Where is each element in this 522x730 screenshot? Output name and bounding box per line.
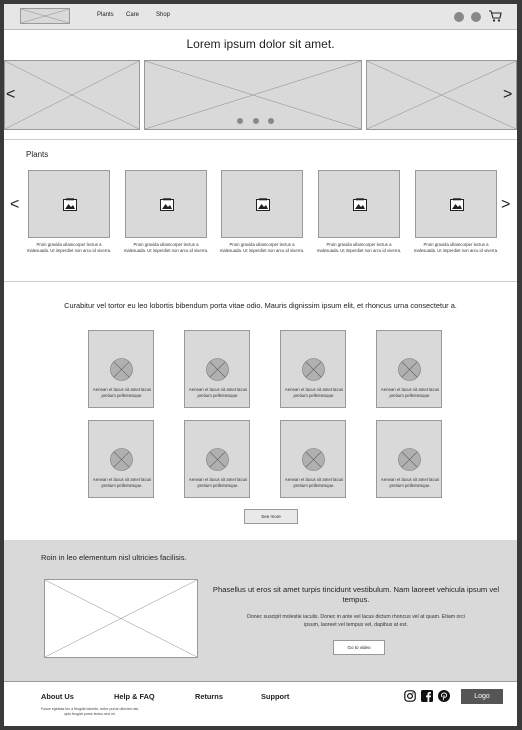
product-card[interactable]: [88, 420, 154, 498]
placeholder-circle-icon: [206, 448, 229, 471]
plants-heading: Plants: [26, 150, 49, 159]
image-icon: [353, 198, 367, 211]
plants-next-arrow[interactable]: >: [501, 196, 511, 213]
carousel-dot[interactable]: [268, 118, 274, 124]
nav-link-care[interactable]: Care: [126, 12, 140, 18]
video-section-body: Donec suscipit molestie iaculis. Donec in ante vel lacus dictum rhoncus vel at quam. Etiam orci ipsum, laoreet vel tempus vel, dapibus at est.: [247, 614, 465, 628]
placeholder-circle-icon: [206, 358, 229, 381]
plant-card-image[interactable]: [415, 170, 497, 238]
product-card-text: Aenean et lacus sit amet lacus pretium pellentesque.: [380, 477, 440, 489]
product-card[interactable]: [184, 330, 250, 408]
product-card[interactable]: [280, 330, 346, 408]
go-to-video-button[interactable]: Go to video: [333, 640, 385, 655]
product-card[interactable]: [280, 420, 346, 498]
plant-card-text: Proin gravida ullamcorper lectus a malesuada. Ut imperdiet non arcu id viverra.: [26, 242, 112, 254]
placeholder-circle-icon: [398, 448, 421, 471]
product-card[interactable]: [376, 420, 442, 498]
placeholder-circle-icon: [302, 358, 325, 381]
instagram-icon[interactable]: [404, 690, 416, 702]
image-icon: [160, 198, 174, 211]
product-card-text: Aenean et lacus sit amet lacus pretium pellentesque.: [92, 477, 152, 489]
product-card-text: Aenean et lacus sit amet lacus pretium pellentesque.: [188, 387, 248, 399]
plant-card-text: Proin gravida ullamcorper lectus a malesuada. Ut imperdiet non arcu id viverra.: [316, 242, 402, 254]
carousel-dot[interactable]: [237, 118, 243, 124]
footer-logo[interactable]: Logo: [461, 689, 503, 704]
placeholder-circle-icon: [110, 358, 133, 381]
carousel-dot[interactable]: [253, 118, 259, 124]
image-icon: [450, 198, 464, 211]
hero-prev-arrow[interactable]: <: [6, 86, 16, 103]
product-card-text: Aenean et lacus sit amet lacus pretium pellentesque.: [188, 477, 248, 489]
footer-link-support[interactable]: Support: [261, 692, 290, 701]
placeholder-circle-icon: [398, 358, 421, 381]
video-placeholder[interactable]: [44, 579, 198, 658]
product-card-text: Aenean et lacus sit amet lacus pretium pellentesque.: [284, 477, 344, 489]
plant-card-image[interactable]: [318, 170, 400, 238]
footer-link-about[interactable]: About Us: [41, 692, 74, 701]
hero-slide-prev: [4, 60, 140, 130]
product-card[interactable]: [376, 330, 442, 408]
image-icon: [256, 198, 270, 211]
plant-card-image[interactable]: [125, 170, 207, 238]
page: [4, 4, 517, 726]
product-card-text: Aenean et lacus sit amet lacus pretium pellentesque.: [284, 387, 344, 399]
nav-link-plants[interactable]: Plants: [97, 12, 114, 18]
search-circle-icon[interactable]: [471, 12, 481, 22]
hero-title: Lorem ipsum dolor sit amet.: [186, 37, 335, 51]
footer-link-returns[interactable]: Returns: [195, 692, 223, 701]
placeholder-circle-icon: [110, 448, 133, 471]
section-divider: [4, 139, 517, 140]
hero-slide-next: [366, 60, 517, 130]
product-card-text: Aenean et lacus sit amet lacus pretium pellentesque.: [380, 387, 440, 399]
product-card[interactable]: [184, 420, 250, 498]
hero-next-arrow[interactable]: >: [503, 86, 513, 103]
plant-card-image[interactable]: [221, 170, 303, 238]
image-icon: [63, 198, 77, 211]
section-divider: [4, 281, 517, 282]
plant-card-text: Proin gravida ullamcorper lectus a malesuada. Ut imperdiet non arcu id viverra.: [219, 242, 305, 254]
plant-card-text: Proin gravida ullamcorper lectus a malesuada. Ut imperdiet non arcu id viverra.: [123, 242, 209, 254]
plant-card-image[interactable]: [28, 170, 110, 238]
video-section-heading: Roin in leo elementum nisl ultricies facilisis.: [41, 553, 187, 562]
product-card[interactable]: [88, 330, 154, 408]
nav-link-shop[interactable]: Shop: [156, 12, 171, 18]
see-more-button[interactable]: See more: [244, 509, 298, 524]
account-circle-icon[interactable]: [454, 12, 464, 22]
plant-card-text: Proin gravida ullamcorper lectus a malesuada. Ut imperdiet non arcu id viverra.: [413, 242, 499, 254]
plants-prev-arrow[interactable]: <: [10, 196, 20, 213]
facebook-icon[interactable]: [421, 690, 433, 702]
footer: [4, 681, 517, 726]
video-section-title: Phasellus ut eros sit amet turpis tincidunt vestibulum. Nam laoreet vehicula ipsum vel tempus.: [212, 585, 500, 605]
video-section: [4, 540, 517, 681]
footer-link-help[interactable]: Help & FAQ: [114, 692, 155, 701]
header: [4, 4, 517, 30]
product-card-text: Aenean et lacus sit amet lacus pretium pellentesque.: [92, 387, 152, 399]
footer-small-text: Fusce egestas leo a fringilla lobortis, tortor purus ultricies nisl, quis feugiat purus lectus sed mi.: [40, 707, 140, 717]
grid-heading: Curabitur vel tortor eu leo lobortis bibendum porta vitae odio. Mauris dignissim ipsum elit, et rhoncus urna consectetur a.: [64, 301, 457, 310]
cart-icon[interactable]: [488, 9, 502, 23]
logo-placeholder[interactable]: [20, 8, 70, 24]
pinterest-icon[interactable]: [438, 690, 450, 702]
placeholder-circle-icon: [302, 448, 325, 471]
